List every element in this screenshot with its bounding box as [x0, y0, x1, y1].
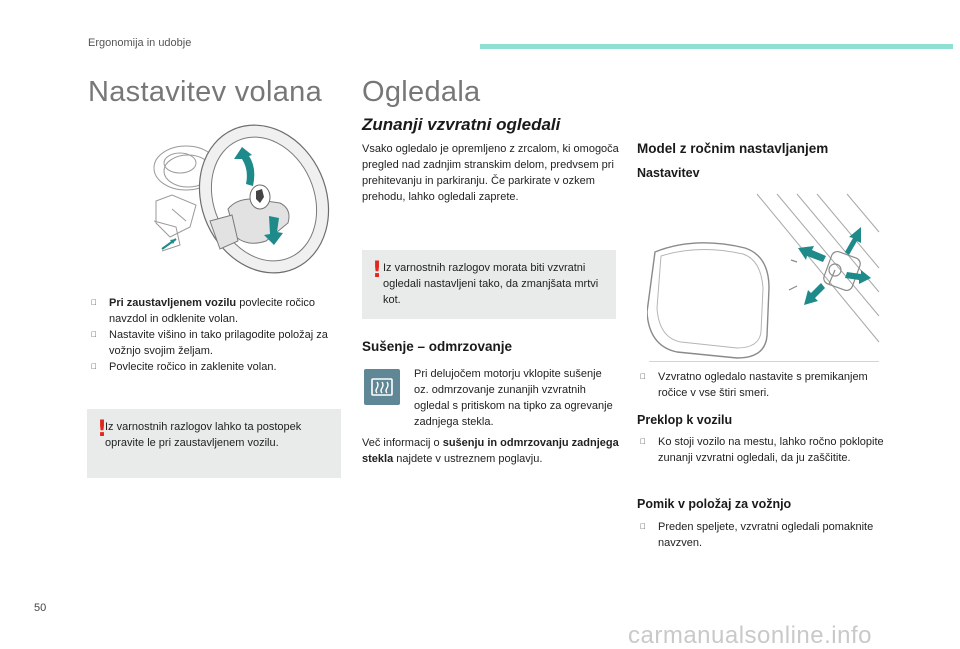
- section-header: Ergonomija in udobje: [88, 37, 192, 49]
- list-item: [88, 295, 343, 327]
- steering-title: Nastavitev volana: [88, 76, 322, 108]
- header-accent-bar: [480, 44, 953, 49]
- step-text: Preden speljete, vzvratni ogledali pomaknite navzven.: [658, 521, 874, 549]
- list-item: [637, 434, 895, 466]
- fold-steps: [637, 434, 895, 466]
- steering-steps: [88, 295, 343, 375]
- bullet-icon: [640, 434, 646, 450]
- adjust-steps: [637, 369, 895, 401]
- demist-more-info: [362, 435, 620, 467]
- step-text: Nastavite višino in tako prilagodite položaj za vožnjo svojim željam.: [109, 329, 328, 357]
- adjust-heading: Nastavitev: [637, 166, 700, 180]
- exterior-mirrors-heading: Zunanji vzvratni ogledali: [362, 115, 561, 134]
- mirrors-warning-box: [362, 250, 616, 319]
- list-item: [637, 369, 895, 401]
- more-info-prefix: Več informacij o: [362, 437, 443, 449]
- page-number: 50: [34, 602, 47, 614]
- step-bold: Pri zaustavljenem vozilu: [109, 297, 237, 309]
- fold-heading: Preklop k vozilu: [637, 413, 733, 427]
- step-text: povlecite ročico navzdol in odklenite volan.: [109, 297, 316, 325]
- steering-wheel-illustration: [136, 113, 331, 278]
- drive-position-steps: [637, 519, 895, 551]
- list-item: [88, 327, 343, 359]
- steering-warning-box: [87, 409, 341, 478]
- more-info-link-text: sušenju in odmrzovanju zadnjega stekla: [362, 437, 619, 465]
- bullet-icon: [91, 359, 97, 375]
- steering-warning-text: Iz varnostnih razlogov lahko ta postopek opravite le pri zaustavljenem vozilu.: [105, 421, 302, 449]
- demist-text: Pri delujočem motorju vklopite sušenje oz. odmrzovanje zunanjih vzvratnih ogledal s pritiskom na tipko za ogrevanje zadnjega stekla.: [414, 368, 613, 428]
- exterior-mirrors-intro: Vsako ogledalo je opremljeno z zrcalom, ki omogoča pregled nad zadnjim stranskim delom, predvsem pri prehitevanju in parkiranju. Če parkirate v ozkem prehodu, lahko ogledali zaprete.: [362, 143, 619, 203]
- step-text: Vzvratno ogledalo nastavite s premikanjem ročice v vse štiri smeri.: [658, 371, 868, 399]
- step-text: Povlecite ročico in zaklenite volan.: [109, 361, 277, 373]
- drive-position-heading: Pomik v položaj za vožnjo: [637, 497, 792, 511]
- rear-defrost-icon: [364, 369, 400, 405]
- list-item: [637, 519, 895, 551]
- mirrors-title: Ogledala: [362, 76, 481, 108]
- bullet-icon: [640, 519, 646, 535]
- watermark: carmanualsonline.info: [628, 622, 872, 649]
- demist-heading: Sušenje – odmrzovanje: [362, 339, 513, 354]
- bullet-icon: [91, 295, 97, 311]
- bullet-icon: [640, 369, 646, 385]
- warning-icon: !: [372, 258, 383, 283]
- warning-icon: !: [97, 417, 108, 442]
- mirror-adjust-illustration: [647, 192, 882, 362]
- mirrors-warning-text: Iz varnostnih razlogov morata biti vzvratni ogledali nastavljeni tako, da zmanjšata mrtvi kot.: [383, 262, 599, 306]
- manual-model-heading: Model z ročnim nastavljanjem: [637, 141, 829, 156]
- more-info-suffix: najdete v ustreznem poglavju.: [393, 453, 543, 465]
- step-text: Ko stoji vozilo na mestu, lahko ročno poklopite zunanji vzvratni ogledali, da ju zaščitite.: [658, 436, 884, 464]
- bullet-icon: [91, 327, 97, 343]
- list-item: [88, 359, 343, 375]
